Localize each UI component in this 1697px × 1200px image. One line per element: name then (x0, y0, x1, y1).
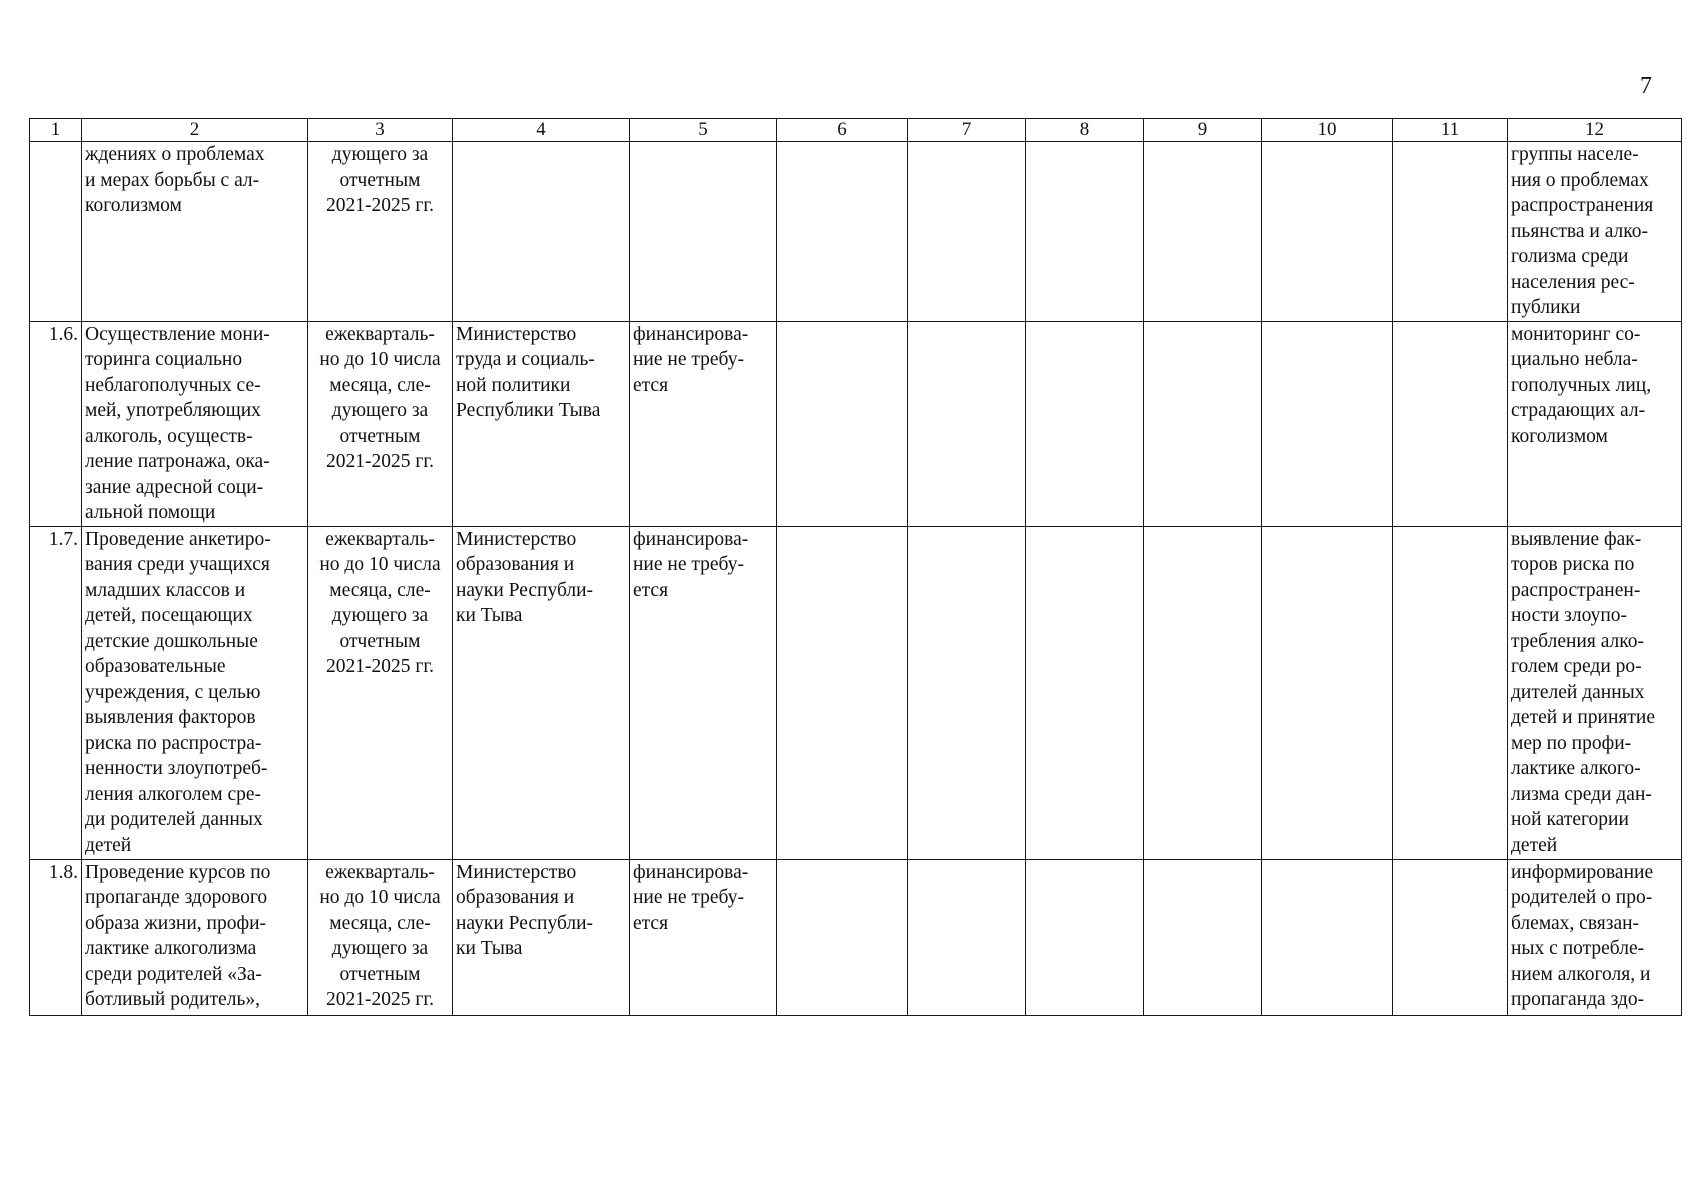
expected-result-line: распространен- (1511, 579, 1641, 601)
measure-name-line: неблагополучных се- (85, 374, 261, 396)
column-header: 12 (1508, 119, 1682, 142)
responsible-executor-line: ки Тыва (456, 605, 523, 626)
deadline (308, 321, 453, 526)
measure-name (82, 321, 308, 526)
measure-name-line: ждениях о проблемах (85, 144, 265, 165)
responsible-executor-line: Министерство (456, 323, 577, 345)
responsible-executor-line: Министерство (456, 528, 577, 550)
responsible-executor-line: науки Республи- (456, 912, 594, 934)
expected-result (1508, 142, 1682, 322)
column-header: 10 (1262, 119, 1393, 142)
funding-source-line: ется (633, 912, 669, 934)
funding-source-line: финансирова- (633, 323, 749, 345)
empty-cell (777, 859, 908, 1015)
responsible-executor-line: Республики Тыва (456, 400, 601, 421)
empty-cell (1144, 526, 1262, 859)
expected-result-line: циально небла- (1511, 349, 1638, 370)
empty-cell (1144, 859, 1262, 1015)
expected-result-line: требления алко- (1511, 630, 1644, 652)
responsible-executor (453, 321, 630, 526)
expected-result-line: голизма среди (1511, 246, 1629, 267)
deadline-line: но до 10 числа (319, 554, 441, 575)
deadline-line: дующего за (331, 400, 429, 421)
expected-result-line: ния о проблемах (1511, 169, 1649, 191)
row-number: 1.8. (30, 859, 82, 1015)
header-row (30, 119, 1682, 142)
expected-result-line: дителей данных (1511, 681, 1645, 703)
expected-result-line: лактике алкого- (1511, 758, 1641, 779)
funding-source-line: ние не требу- (633, 554, 744, 575)
expected-result-line: детей (1511, 834, 1558, 856)
row-number: 1.7. (30, 526, 82, 859)
funding-source (630, 142, 777, 322)
column-header: 3 (308, 119, 453, 142)
responsible-executor-line: науки Республи- (456, 579, 594, 601)
deadline-line: 2021-2025 гг. (325, 451, 435, 472)
empty-cell (777, 526, 908, 859)
deadline-line: но до 10 числа (319, 349, 441, 370)
measure-name-line: младших классов и (85, 579, 246, 601)
expected-result-line: мер по профи- (1511, 732, 1632, 754)
deadline-line: 2021-2025 гг. (325, 195, 435, 216)
expected-result-line: нием алкоголя, и (1511, 963, 1651, 985)
measure-name-line: образовательные (85, 656, 226, 677)
measure-name-line: детские дошкольные (85, 630, 258, 652)
deadline-line: ежекварталь- (325, 528, 435, 550)
measure-name (82, 526, 308, 859)
measure-name-line: Осуществление мони- (85, 323, 270, 345)
responsible-executor-line: образования и (456, 554, 575, 575)
measures-table (29, 118, 1682, 1016)
deadline (308, 859, 453, 1015)
page-number: 7 (1640, 73, 1652, 99)
measure-name-line: мей, употребляющих (85, 400, 261, 421)
measure-name-line: ненности злоупотреб- (85, 758, 268, 779)
measure-name-line: выявления факторов (85, 707, 256, 728)
row-number (30, 142, 82, 322)
measure-name-line: и мерах борьбы с ал- (85, 169, 260, 191)
empty-cell (1262, 526, 1393, 859)
deadline-line: отчетным (339, 963, 421, 985)
measure-name-line: учреждения, с целью (85, 681, 261, 703)
empty-cell (1026, 321, 1144, 526)
expected-result (1508, 321, 1682, 526)
measure-name-line: ботливый родитель», (85, 989, 260, 1010)
funding-source-line: финансирова- (633, 528, 749, 550)
deadline-line: месяца, сле- (329, 912, 431, 934)
empty-cell (1144, 321, 1262, 526)
empty-cell (1144, 142, 1262, 322)
funding-source (630, 321, 777, 526)
measure-name-line: образа жизни, профи- (85, 912, 267, 934)
measure-name-line: Проведение анкетиро- (85, 528, 271, 550)
table-row (30, 142, 1682, 322)
responsible-executor-line: ной политики (456, 374, 571, 396)
measure-name (82, 142, 308, 322)
expected-result-line: коголизмом (1511, 425, 1608, 447)
deadline-line: отчетным (339, 425, 421, 447)
responsible-executor-line: Министерство (456, 861, 577, 883)
measure-name-line: вания среди учащихся (85, 554, 270, 575)
deadline-line: но до 10 числа (319, 887, 441, 908)
measure-name-line: ди родителей данных (85, 809, 263, 830)
empty-cell (1026, 526, 1144, 859)
table-row (30, 859, 1682, 1015)
expected-result (1508, 859, 1682, 1015)
expected-result-line: родителей о про- (1511, 887, 1653, 908)
expected-result-line: пьянства и алко- (1511, 220, 1648, 242)
measure-name-line: альной помощи (85, 502, 216, 523)
column-header: 6 (777, 119, 908, 142)
expected-result-line: публики (1511, 297, 1581, 318)
empty-cell (777, 321, 908, 526)
funding-source-line: финансирова- (633, 861, 749, 883)
empty-cell (1262, 859, 1393, 1015)
deadline-line: ежекварталь- (325, 861, 435, 883)
deadline-line: дующего за (331, 144, 429, 165)
column-header: 5 (630, 119, 777, 142)
deadline-line: отчетным (339, 169, 421, 191)
deadline-line: ежекварталь- (325, 323, 435, 345)
measure-name-line: детей, посещающих (85, 605, 253, 626)
measure-name-line: алкоголь, осуществ- (85, 425, 253, 447)
column-header: 2 (82, 119, 308, 142)
table-row (30, 321, 1682, 526)
measure-name-line: пропаганде здорового (85, 887, 268, 908)
table-row (30, 526, 1682, 859)
deadline-line: месяца, сле- (329, 374, 431, 396)
empty-cell (1393, 526, 1508, 859)
empty-cell (1262, 142, 1393, 322)
responsible-executor-line: труда и социаль- (456, 349, 595, 370)
row-number: 1.6. (30, 321, 82, 526)
responsible-executor (453, 142, 630, 322)
deadline (308, 526, 453, 859)
expected-result-line: ности злоупо- (1511, 605, 1628, 626)
deadline-line: отчетным (339, 630, 421, 652)
deadline-line: дующего за (331, 605, 429, 626)
expected-result-line: лизма среди дан- (1511, 783, 1652, 805)
deadline-line: дующего за (331, 938, 429, 959)
empty-cell (777, 142, 908, 322)
funding-source-line: ние не требу- (633, 887, 744, 908)
funding-source-line: ется (633, 374, 669, 396)
empty-cell (1393, 321, 1508, 526)
deadline-line: 2021-2025 гг. (325, 656, 435, 677)
expected-result-line: страдающих ал- (1511, 400, 1646, 421)
funding-source (630, 859, 777, 1015)
expected-result-line: группы населе- (1511, 144, 1639, 165)
column-header: 4 (453, 119, 630, 142)
deadline-line: месяца, сле- (329, 579, 431, 601)
empty-cell (908, 321, 1026, 526)
measure-name-line: Проведение курсов по (85, 861, 271, 883)
measure-name-line: ление патронажа, ока- (85, 451, 270, 472)
funding-source-line: ется (633, 579, 669, 601)
expected-result-line: блемах, связан- (1511, 912, 1640, 934)
expected-result-line: голем среди ро- (1511, 656, 1642, 677)
column-header: 8 (1026, 119, 1144, 142)
empty-cell (1026, 142, 1144, 322)
measure-name-line: детей (85, 834, 132, 856)
expected-result-line: распространения (1511, 195, 1654, 216)
measure-name-line: коголизмом (85, 195, 182, 216)
expected-result-line: мониторинг со- (1511, 323, 1641, 345)
expected-result-line: информирование (1511, 861, 1654, 883)
empty-cell (1262, 321, 1393, 526)
empty-cell (908, 142, 1026, 322)
column-header: 1 (30, 119, 82, 142)
expected-result-line: выявление фак- (1511, 528, 1642, 550)
empty-cell (908, 526, 1026, 859)
deadline-line: 2021-2025 гг. (325, 989, 435, 1010)
column-header: 7 (908, 119, 1026, 142)
empty-cell (1393, 859, 1508, 1015)
expected-result (1508, 526, 1682, 859)
deadline (308, 142, 453, 322)
measure-name-line: ления алкоголем сре- (85, 783, 262, 805)
expected-result-line: гополучных лиц, (1511, 374, 1652, 396)
responsible-executor (453, 526, 630, 859)
responsible-executor-line: образования и (456, 887, 575, 908)
expected-result-line: пропаганда здо- (1511, 989, 1645, 1010)
funding-source (630, 526, 777, 859)
expected-result-line: ной категории (1511, 809, 1629, 830)
measure-name-line: зание адресной соци- (85, 476, 264, 498)
expected-result-line: населения рес- (1511, 271, 1635, 293)
measure-name-line: торинга социально (85, 349, 243, 370)
measure-name-line: лактике алкоголизма (85, 938, 257, 959)
measure-name-line: риска по распростра- (85, 732, 262, 754)
funding-source-line: ние не требу- (633, 349, 744, 370)
expected-result-line: ных с потребле- (1511, 938, 1645, 959)
measure-name-line: среди родителей «За- (85, 963, 262, 985)
measure-name (82, 859, 308, 1015)
responsible-executor-line: ки Тыва (456, 938, 523, 959)
column-header: 9 (1144, 119, 1262, 142)
responsible-executor (453, 859, 630, 1015)
expected-result-line: торов риска по (1511, 554, 1635, 575)
empty-cell (1393, 142, 1508, 322)
empty-cell (908, 859, 1026, 1015)
column-header: 11 (1393, 119, 1508, 142)
expected-result-line: детей и принятие (1511, 707, 1656, 728)
empty-cell (1026, 859, 1144, 1015)
